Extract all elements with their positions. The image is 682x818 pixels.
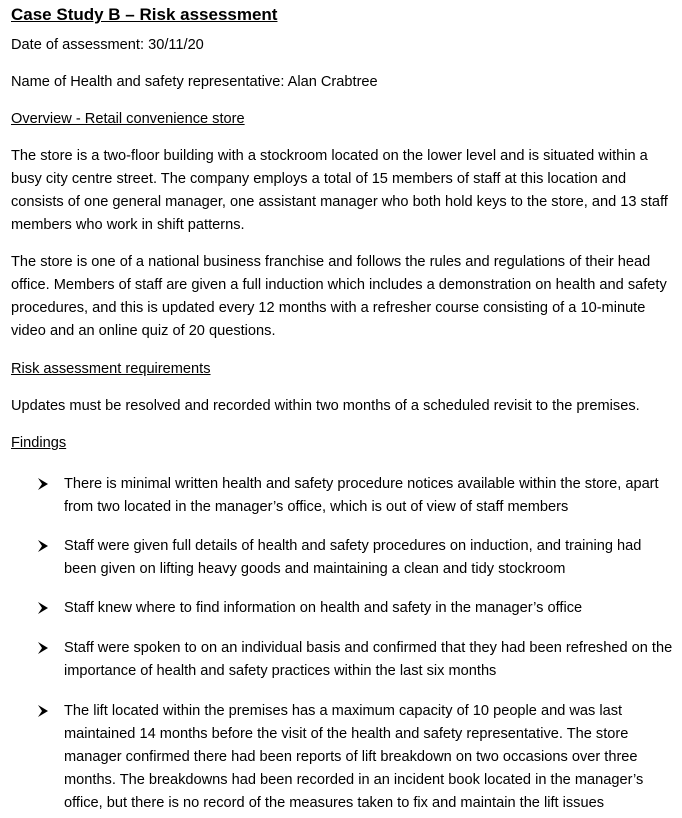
findings-heading: Findings <box>11 435 67 451</box>
finding-text: Staff were spoken to on an individual basis and confirmed that they had been refreshed on the importance of health and safety practices within the last six months <box>64 640 673 679</box>
arrow-bullet-icon <box>36 704 50 718</box>
overview-paragraph-1: The store is a two-floor building with a stockroom located on the lower level and is situated within a busy city centre street. The company employs a total of 15 members of staff at this location and consists of one general manager, one assistant manager who both hold keys to the store, and 13 staff members who work in shift patterns. <box>11 148 668 233</box>
overview-heading: Overview - Retail convenience store <box>11 111 245 127</box>
finding-text: There is minimal written health and safety procedure notices available within the store, apart from two located in the manager’s office, which is out of view of staff members <box>64 476 659 515</box>
arrow-bullet-icon <box>36 477 50 491</box>
requirements-text: Updates must be resolved and recorded within two months of a scheduled revisit to the premises. <box>11 398 640 414</box>
finding-text: The lift located within the premises has a maximum capacity of 10 people and was last maintained 14 months before the visit of the health and safety representative. The store manager confirmed there had been reports of lift breakdown on two occasions over three months. The breakdowns had been recorded in an incident book located in the manager’s office, but there is no record of the measures taken to fix and maintain the lift issues <box>64 703 644 811</box>
overview-paragraph-2: The store is one of a national business franchise and follows the rules and regulations of their head office. Members of staff are given a full induction which includes a demonstration on health and safety procedures, and this is updated every 12 months with a refresher course consisting of a 10-minute video and an online quiz of 20 questions. <box>11 254 667 339</box>
finding-text: Staff knew where to find information on health and safety in the manager’s office <box>64 600 583 616</box>
arrow-bullet-icon <box>36 641 50 655</box>
document-title: Case Study B – Risk assessment <box>11 5 278 24</box>
representative-name: Name of Health and safety representative: Alan Crabtree <box>11 74 378 90</box>
requirements-heading: Risk assessment requirements <box>11 361 211 377</box>
assessment-date: Date of assessment: 30/11/20 <box>11 37 204 53</box>
arrow-bullet-icon <box>36 539 50 553</box>
arrow-bullet-icon <box>36 601 50 615</box>
finding-text: Staff were given full details of health and safety procedures on induction, and training had been given on lifting heavy goods and maintaining a clean and tidy stockroom <box>64 538 642 577</box>
